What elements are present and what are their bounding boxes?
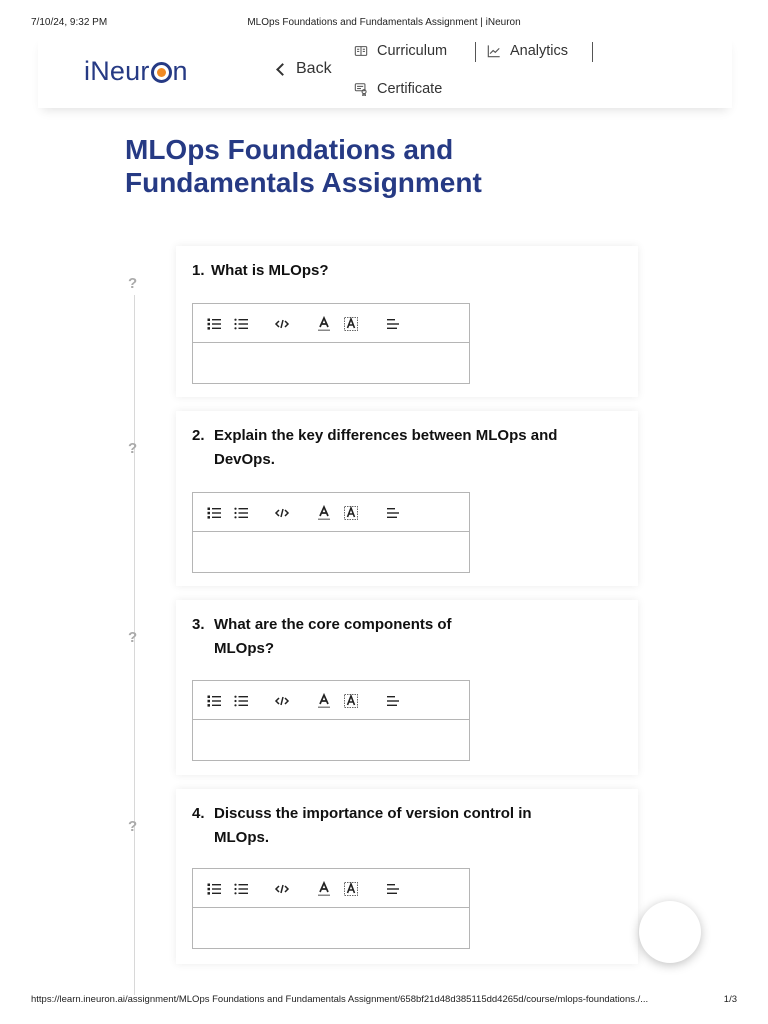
question-marker: ?	[128, 818, 138, 835]
ordered-list-icon[interactable]	[206, 881, 222, 897]
certificate-link[interactable]	[354, 81, 442, 97]
highlight-icon[interactable]	[343, 693, 359, 709]
page-title: MLOps Foundations and Fundamentals Assignment	[125, 134, 482, 198]
certificate-label: Certificate	[377, 81, 443, 97]
editor-toolbar	[193, 681, 469, 720]
question-number: 1.	[192, 262, 205, 279]
question-marker: ?	[128, 629, 138, 646]
chart-line-icon	[487, 44, 501, 58]
font-color-icon[interactable]	[316, 316, 332, 332]
question-card	[176, 246, 638, 397]
ordered-list-icon[interactable]	[206, 693, 222, 709]
answer-input[interactable]	[193, 533, 469, 573]
align-left-icon[interactable]	[385, 505, 401, 521]
ineuron-logo[interactable]	[84, 56, 188, 87]
floating-action-button[interactable]	[639, 901, 701, 963]
question-number: 2.	[192, 427, 205, 444]
align-left-icon[interactable]	[385, 693, 401, 709]
back-label: Back	[296, 60, 332, 77]
highlight-icon[interactable]	[343, 881, 359, 897]
print-date: 7/10/24, 9:32 PM	[31, 17, 108, 28]
code-icon[interactable]	[274, 881, 290, 897]
bullet-list-icon[interactable]	[233, 693, 249, 709]
answer-input[interactable]	[193, 909, 469, 949]
question-marker: ?	[128, 275, 138, 292]
font-color-icon[interactable]	[316, 505, 332, 521]
print-title: MLOps Foundations and Fundamentals Assignment | iNeuron	[247, 17, 521, 28]
logo-o-icon	[151, 62, 172, 83]
font-color-icon[interactable]	[316, 881, 332, 897]
answer-editor	[192, 868, 470, 949]
nav-divider	[592, 42, 593, 62]
bullet-list-icon[interactable]	[233, 881, 249, 897]
editor-toolbar	[193, 869, 469, 908]
answer-input[interactable]	[193, 344, 469, 384]
chevron-left-icon	[276, 63, 289, 76]
question-marker: ?	[128, 440, 138, 457]
answer-editor	[192, 303, 470, 384]
top-navbar	[38, 36, 732, 108]
ordered-list-icon[interactable]	[206, 316, 222, 332]
book-icon	[354, 44, 368, 58]
editor-toolbar	[193, 304, 469, 343]
question-card	[176, 600, 638, 775]
logo-text-end: n	[172, 56, 188, 86]
nav-divider	[475, 42, 476, 62]
code-icon[interactable]	[274, 316, 290, 332]
question-card	[176, 789, 638, 964]
align-left-icon[interactable]	[385, 881, 401, 897]
analytics-link[interactable]	[487, 43, 568, 59]
bullet-list-icon[interactable]	[233, 505, 249, 521]
align-left-icon[interactable]	[385, 316, 401, 332]
question-text: What are the core components of MLOps?	[214, 616, 452, 657]
print-footer	[0, 994, 768, 1008]
question-number: 4.	[192, 805, 205, 822]
answer-editor	[192, 492, 470, 573]
analytics-label: Analytics	[510, 43, 569, 59]
question-text: What is MLOps?	[211, 262, 329, 279]
curriculum-link[interactable]	[354, 43, 447, 59]
question-number: 3.	[192, 616, 205, 633]
question-text: Explain the key differences between MLOps and DevOps.	[214, 427, 558, 468]
curriculum-label: Curriculum	[377, 43, 448, 59]
question-card	[176, 411, 638, 586]
highlight-icon[interactable]	[343, 316, 359, 332]
code-icon[interactable]	[274, 505, 290, 521]
editor-toolbar	[193, 493, 469, 532]
answer-input[interactable]	[193, 721, 469, 761]
answer-editor	[192, 680, 470, 761]
highlight-icon[interactable]	[343, 505, 359, 521]
back-button[interactable]	[278, 60, 332, 78]
ordered-list-icon[interactable]	[206, 505, 222, 521]
code-icon[interactable]	[274, 693, 290, 709]
print-header	[0, 17, 768, 31]
bullet-list-icon[interactable]	[233, 316, 249, 332]
print-url: https://learn.ineuron.ai/assignment/MLOps Foundations and Fundamentals Assignment/658bf21d48d385115dd4265d/course/mlops-foundations./...	[31, 994, 649, 1005]
logo-text-start: iNeur	[84, 56, 150, 86]
print-page-number: 1/3	[723, 994, 737, 1005]
certificate-icon	[354, 82, 368, 96]
question-text: Discuss the importance of version control in MLOps.	[214, 805, 532, 846]
font-color-icon[interactable]	[316, 693, 332, 709]
